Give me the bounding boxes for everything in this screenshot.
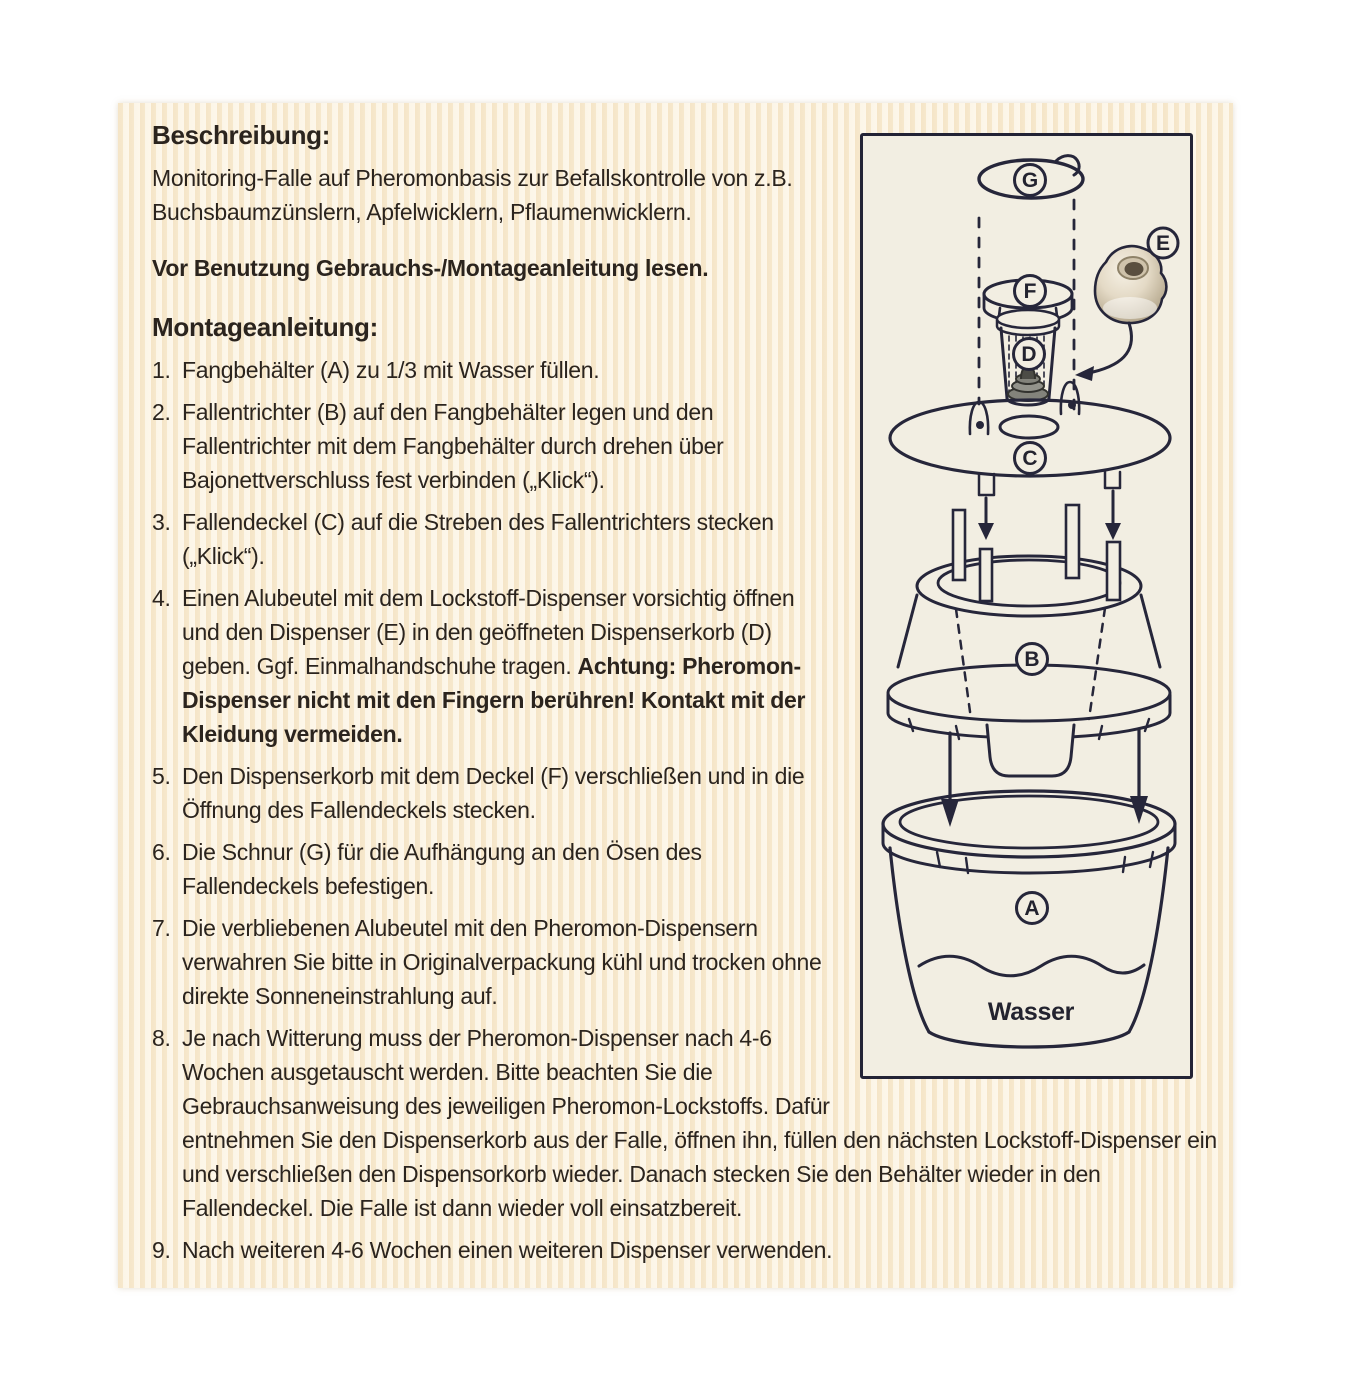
part-label-b: B [1024, 648, 1040, 671]
step-warning-text: Achtung: Pheromon-Dispenser nicht mit den Fingern berühren! Kontakt mit der Kleidung vermeiden. [182, 653, 806, 747]
step-text: Fallendeckel (C) auf die Streben des Fallentrichters stecken („Klick“). [182, 509, 774, 569]
step-number: 1. [152, 357, 171, 383]
part-label-g: G [1021, 169, 1039, 192]
step-number: 3. [152, 509, 171, 535]
water-label: Wasser [987, 998, 1075, 1026]
step-number: 8. [152, 1025, 171, 1051]
step-number: 9. [152, 1237, 171, 1263]
assembly-step [152, 395, 1233, 497]
assembly-step [152, 911, 1233, 1013]
step-number: 2. [152, 399, 171, 425]
part-label-f: F [1023, 280, 1037, 303]
assembly-step [152, 1021, 1233, 1225]
usage-notice: Vor Benutzung Gebrauchs-/Montageanleitung lesen. [152, 255, 709, 281]
step-text: Einen Alubeutel mit dem Lockstoff-Dispenser vorsichtig öffnen und den Dispenser (E) in den geöffneten Dispenserkorb (D) geben. Ggf. Einmalhandschuhe tragen. Achtung: Pheromon-Dispenser nicht mit den Fingern berühren! Kontakt mit der Kleidung vermeiden. [182, 585, 806, 747]
step-text: Fangbehälter (A) zu 1/3 mit Wasser füllen. [182, 357, 600, 383]
assembly-step [152, 353, 1233, 387]
description-text: Monitoring-Falle auf Pheromonbasis zur Befallskontrolle von z.B. Buchsbaumzünslern, Apfelwicklern, Pflaumenwicklern. [152, 165, 793, 225]
assembly-heading: Montageanleitung: [152, 312, 378, 342]
part-label-a: A [1024, 897, 1040, 920]
part-label-e: E [1155, 232, 1171, 255]
step-number: 5. [152, 763, 171, 789]
step-text: Je nach Witterung muss der Pheromon-Dispenser nach 4-6 Wochen ausgetauscht werden. Bitte beachten Sie die Gebrauchsanweisung des jeweiligen Pheromon-Lockstoffs. Dafür entnehmen Sie den Dispenserkorb aus der Falle, öffnen ihn, füllen den nächsten Lockstoff-Dispenser ein und verschließen den Dispensorkorb wieder. Danach stecken Sie den Behälter wieder in den Fallendeckel. Die Falle ist dann wieder voll einsatzbereit. [182, 1025, 1217, 1221]
part-label-d: D [1021, 343, 1037, 366]
step-text: Fallentrichter (B) auf den Fangbehälter legen und den Fallentrichter mit dem Fangbehälter durch drehen über Bajonettverschluss fest verbinden („Klick“). [182, 399, 724, 493]
assembly-step [152, 759, 1233, 827]
step-text: Die Schnur (G) für die Aufhängung an den Ösen des Fallendeckels befestigen. [182, 839, 702, 899]
step-text: Nach weiteren 4-6 Wochen einen weiteren Dispenser verwenden. [182, 1237, 833, 1263]
step-number: 6. [152, 839, 171, 865]
assembly-step [152, 835, 1233, 903]
step-text: Den Dispenserkorb mit dem Deckel (F) verschließen und in die Öffnung des Fallendeckels stecken. [182, 763, 805, 823]
step-text: Die verbliebenen Alubeutel mit den Pheromon-Dispensern verwahren Sie bitte in Originalverpackung kühl und trocken ohne direkte Sonneneinstrahlung auf. [182, 915, 822, 1009]
assembly-step [152, 1233, 1233, 1267]
description-heading: Beschreibung: [152, 120, 331, 150]
basket-lid-f [984, 276, 1072, 336]
part-label-c: C [1022, 447, 1038, 470]
step-number: 7. [152, 915, 171, 941]
hanging-string-g [979, 156, 1083, 198]
assembly-step [152, 505, 1233, 573]
assembly-step [152, 581, 1233, 751]
step-number: 4. [152, 585, 171, 611]
assembly-steps [152, 353, 1233, 1267]
instruction-label [118, 103, 1233, 1288]
